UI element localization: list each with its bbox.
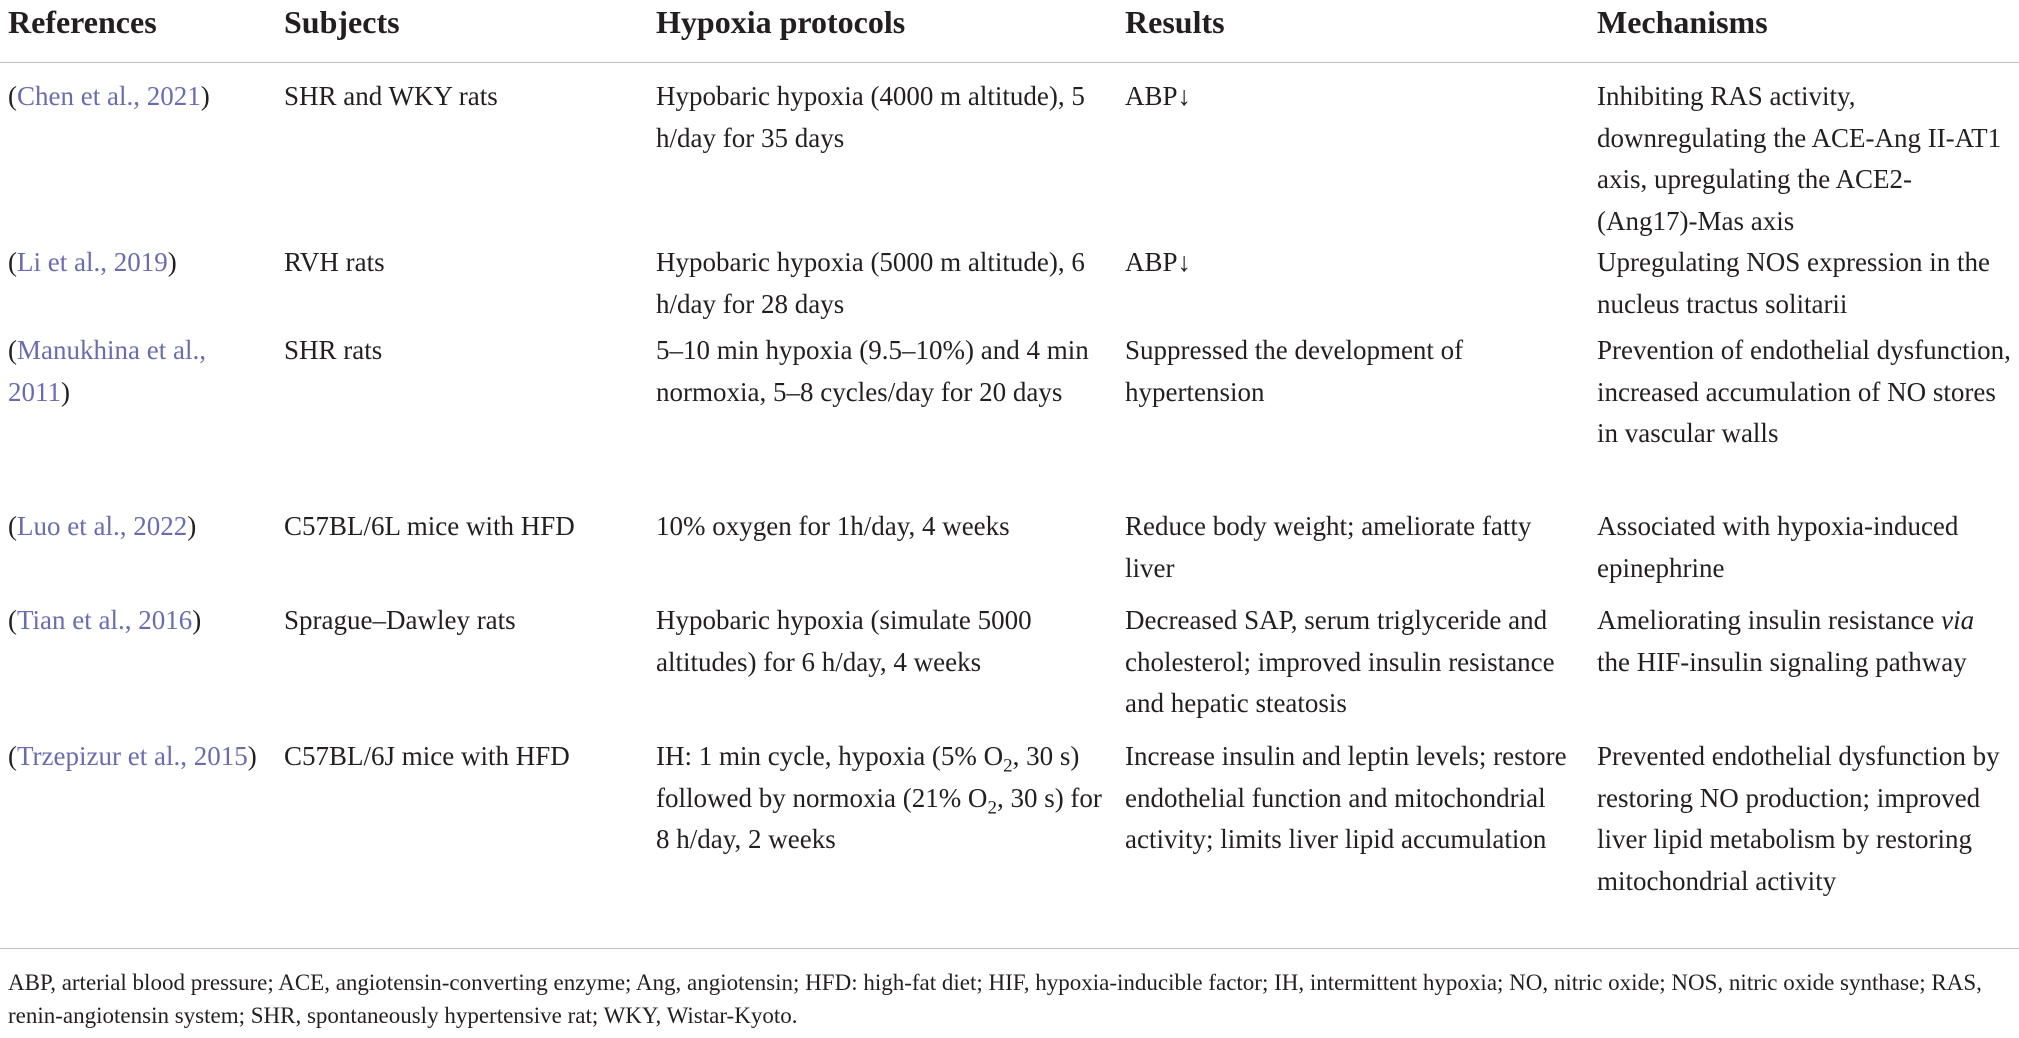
table-bottom-rule — [0, 948, 2019, 949]
protocol-cell: Hypobaric hypoxia (4000 m altitude), 5 h/day for 35 days — [656, 81, 1085, 153]
reference-year-link[interactable]: 2021 — [146, 81, 201, 111]
reference-link[interactable]: Manukhina et al., — [17, 335, 206, 365]
paren-close: ) — [187, 511, 197, 541]
protocol-cell — [648, 736, 1117, 916]
subscript-2: 2 — [1003, 755, 1013, 777]
protocol-cell: Hypobaric hypoxia (simulate 5000 altitudes) for 6 h/day, 4 weeks — [656, 605, 1032, 677]
subjects-cell: C57BL/6J mice with HFD — [284, 741, 570, 771]
mechanisms-cell: Inhibiting RAS activity, downregulating the ACE-Ang II-AT1 axis, upregulating the ACE2-(Ang17)-Mas axis — [1597, 81, 2002, 236]
table-row — [0, 63, 2019, 243]
protocol-cell: 10% oxygen for 1h/day, 4 weeks — [656, 511, 1010, 541]
header-row — [0, 0, 2019, 63]
reference-separator — [107, 247, 114, 277]
mechanisms-text-pre: Ameliorating insulin resistance — [1597, 605, 1942, 635]
table-footnote: ABP, arterial blood pressure; ACE, angiotensin-converting enzyme; Ang, angiotensin; HFD: high-fat diet; HIF, hypoxia-inducible factor; IH, intermittent hypoxia; NO, nitric oxide; NOS, nitric oxide synthase; RAS, renin-angiotensin system; SHR, spontaneously hypertensive rat; WKY, Wistar-Kyoto. — [8, 970, 1982, 1028]
mechanisms-text-italic: via — [1941, 605, 1975, 635]
paren-close: ) — [247, 741, 257, 771]
subjects-cell: RVH rats — [284, 247, 385, 277]
reference-year-link[interactable]: 2019 — [113, 247, 168, 277]
table-row — [0, 330, 2019, 506]
paren-open: ( — [8, 335, 17, 365]
paren-open: ( — [8, 81, 17, 111]
table-row — [0, 242, 2019, 330]
subjects-cell: C57BL/6L mice with HFD — [284, 511, 575, 541]
header-results: Results — [1117, 0, 1589, 63]
reference-cell — [0, 330, 276, 506]
paren-close: ) — [167, 247, 177, 277]
results-cell: Decreased SAP, serum triglyceride and cholesterol; improved insulin resistance and hepatic steatosis — [1125, 605, 1555, 718]
results-cell: Increase insulin and leptin levels; restore endothelial function and mitochondrial activity; limits liver lipid accumulation — [1125, 741, 1567, 854]
mechanisms-cell: Prevention of endothelial dysfunction, increased accumulation of NO stores in vascular walls — [1597, 335, 2011, 448]
mechanisms-cell: Associated with hypoxia-induced epinephrine — [1597, 511, 1959, 583]
table-row — [0, 736, 2019, 916]
protocol-text-part-1: IH: 1 min cycle, hypoxia (5% O — [656, 741, 1004, 771]
header-hypoxia-protocols: Hypoxia protocols — [648, 0, 1117, 63]
header-mechanisms: Mechanisms — [1589, 0, 2019, 63]
results-cell: ABP↓ — [1125, 247, 1192, 277]
paren-open: ( — [8, 511, 17, 541]
paren-open: ( — [8, 605, 17, 635]
reference-link[interactable]: Li et al., — [17, 247, 107, 277]
results-cell: Suppressed the development of hypertension — [1125, 335, 1464, 407]
reference-cell — [0, 506, 276, 600]
reference-separator — [140, 81, 147, 111]
reference-year-link[interactable]: 2022 — [133, 511, 188, 541]
results-cell: Reduce body weight; ameliorate fatty liver — [1125, 511, 1532, 583]
mechanisms-cell: Prevented endothelial dysfunction by restoring NO production; improved liver lipid metabolism by restoring mitochondrial activity — [1597, 741, 2000, 896]
mechanisms-text-post: the HIF-insulin signaling pathway — [1597, 646, 1967, 677]
protocol-text-part-3: , 30 s) for 8 h/day, 2 weeks — [656, 782, 1102, 854]
paren-open: ( — [8, 247, 17, 277]
table-row — [0, 600, 2019, 736]
subjects-cell: SHR and WKY rats — [284, 81, 498, 111]
reference-cell — [0, 600, 276, 736]
mechanisms-cell: Upregulating NOS expression in the nucleus tractus solitarii — [1597, 247, 1990, 319]
subscript-2: 2 — [987, 796, 997, 818]
reference-link[interactable]: Trzepizur et al., — [17, 741, 187, 771]
results-cell: ABP↓ — [1125, 81, 1192, 111]
protocol-cell: 5–10 min hypoxia (9.5–10%) and 4 min normoxia, 5–8 cycles/day for 20 days — [656, 335, 1089, 407]
header-subjects: Subjects — [276, 0, 648, 63]
table-row — [0, 506, 2019, 600]
reference-cell — [0, 736, 276, 916]
paren-open: ( — [8, 741, 17, 771]
paren-close: ) — [200, 81, 210, 111]
subjects-cell: SHR rats — [284, 335, 383, 365]
reference-link[interactable]: Luo et al., — [17, 511, 127, 541]
reference-cell — [0, 242, 276, 330]
paren-close: ) — [192, 605, 202, 635]
reference-cell — [0, 63, 276, 243]
reference-link[interactable]: Tian et al., — [17, 605, 132, 635]
reference-separator — [187, 741, 194, 771]
reference-link[interactable]: Chen et al., — [17, 81, 140, 111]
paren-close: ) — [61, 376, 70, 407]
reference-year-link[interactable]: 2011 — [8, 376, 61, 407]
reference-year-link[interactable]: 2016 — [138, 605, 193, 635]
subjects-cell: Sprague–Dawley rats — [284, 605, 516, 635]
protocol-text-part-2: , 30 s) followed by normoxia (21% O — [656, 741, 1080, 813]
mechanisms-cell — [1589, 600, 2019, 736]
reference-year-link[interactable]: 2015 — [193, 741, 248, 771]
protocol-cell: Hypobaric hypoxia (5000 m altitude), 6 h/day for 28 days — [656, 247, 1085, 319]
header-references: References — [0, 0, 276, 63]
